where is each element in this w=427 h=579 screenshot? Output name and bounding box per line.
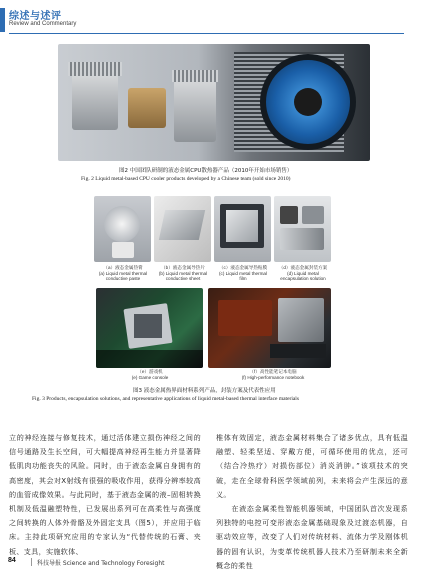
figure3-caption-cn: 图3 液态金属热界面材料系列产品，封装方案及代表性应用 bbox=[133, 388, 276, 394]
figure2-caption-cn: 图2 中国团队研制的液态金属CPU散热器产品（2010年开始市场销售） bbox=[119, 168, 293, 174]
figure3-panel-f-label bbox=[228, 369, 318, 380]
footer-separator bbox=[31, 558, 32, 566]
figure3-panel-c-image bbox=[214, 196, 271, 262]
panel-c-label-text: （c）液态金属导热贴膜 (c) Liquid metal thermal film bbox=[218, 265, 268, 282]
page-number: 84 bbox=[8, 557, 16, 564]
header-divider bbox=[9, 33, 404, 34]
panel-a-label-text: （a）液态金属热膏 (a) Liquid metal thermal conductive paste bbox=[98, 265, 148, 282]
cooler-fan-hub bbox=[294, 88, 322, 116]
cooler-fins-mid bbox=[172, 70, 218, 82]
figure3-panel-e-image bbox=[96, 288, 203, 368]
section-header bbox=[0, 6, 427, 34]
figure3-panel-d-label bbox=[266, 265, 340, 282]
cooler-module bbox=[174, 80, 216, 142]
panel-f-label-text: （f）高性能笔记本电脑 (f) High-performance notebook bbox=[241, 369, 305, 380]
figure3-panel-a-image bbox=[94, 196, 151, 262]
figure3-caption-en: Fig. 3 Products, encapsulation solutions, and representative applications of liquid metal-based thermal interface materials bbox=[32, 396, 299, 402]
figure2-caption-en: Fig. 2 Liquid metal-based CPU cooler products developed by a Chinese team (sold since 2010) bbox=[81, 176, 291, 182]
panel-d-label-text: （d）液态金属封装方案 (d) Liquid metal encapsulation solution bbox=[278, 265, 328, 282]
figure3-panel-b-image bbox=[154, 196, 211, 262]
cooler-fins-left bbox=[68, 62, 122, 76]
cooler-copper-base bbox=[128, 88, 166, 128]
body-text-right-column: 椎体有效固定，液态金属材料集合了诸多优点，具有低温融塑、轻柔坚适、穿戴方便，可循环使用的优点，还可（结合冷热疗）对损伤部位）消炎消肿。”该项技术的突破，走在全球骨科医学领域前列，未来将会产生深远的意义。 在液态金属柔性智能机器领域，中国团队首次发现系列独特的电控可变形液态金属基础现象及过渡态机器，自驱动效应等，改变了人们对传统材料、流体力学及刚体机器的固有认识，为变革传统机器人技术乃至研制未来全新概念的柔性 bbox=[216, 433, 408, 570]
header-accent-bar bbox=[0, 8, 5, 32]
section-title-cn: 综述与述评 bbox=[9, 11, 62, 22]
panel-b-label-text: （b）液态金属导热片 (b) Liquid metal thermal conductive sheet bbox=[158, 265, 208, 282]
figure3-panel-f-image bbox=[208, 288, 331, 368]
cooler-pump-block bbox=[72, 74, 118, 130]
figure3-panel-d-image bbox=[274, 196, 331, 262]
figure3-panel-e-label bbox=[110, 369, 190, 380]
section-title-en: Review and Commentary bbox=[9, 21, 77, 27]
body-text-left-column: 立的神经连接与修复技术，通过活体建立损伤神经之间的信号通路及生长空间，可大幅提高神经再生能力并显著降低肌肉功能丧失的风险。同时，由于液态金属自身拥有的高密度，其会对X射线有很强的吸收作用，获得分辨率较高的血管成像效果。与此同时，基于液态金属的液–固相转换机制及低温融塑特性，已发展出系列可在高柔性与高强度之间转换的人体外骨骼及外固定支具（图5），并应用于临床。主持此项研究应用的专家认为“代替传统的石膏、夹板、支具，实施软体、 bbox=[9, 433, 201, 556]
journal-name: 科技导报 Science and Technology Foresight bbox=[37, 560, 165, 567]
page-footer bbox=[0, 556, 427, 570]
figure2-cooler-photo bbox=[58, 44, 370, 161]
panel-e-label-text: （e）游戏机 (e) Game console bbox=[131, 369, 169, 380]
